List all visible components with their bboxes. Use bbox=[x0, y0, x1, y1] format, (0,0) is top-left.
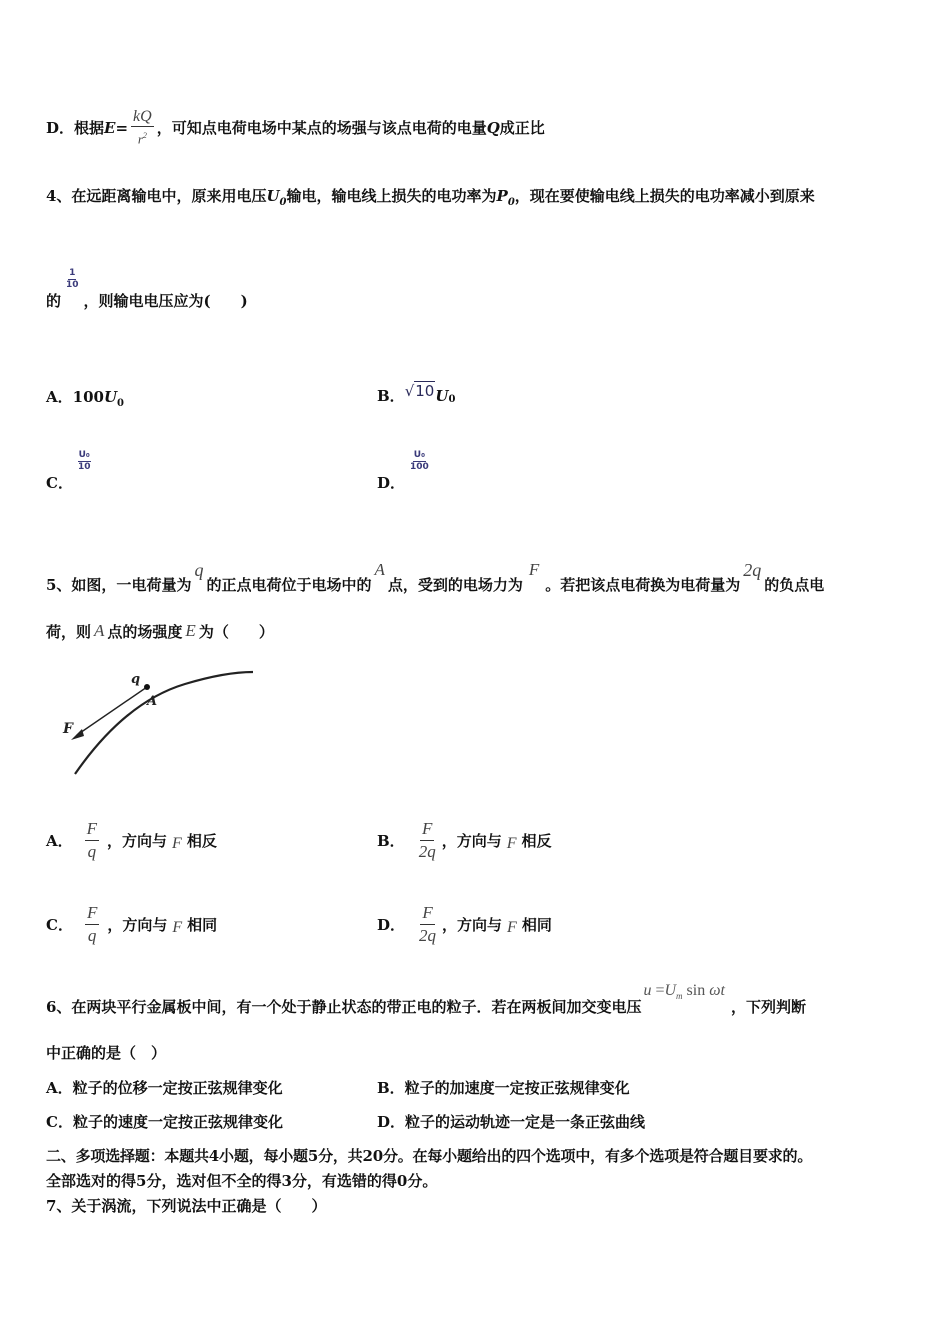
stem-text: 的 bbox=[46, 292, 62, 310]
option-label: B． bbox=[377, 831, 405, 850]
fraction-denominator: 2q bbox=[419, 925, 437, 945]
q3-option-d bbox=[46, 103, 545, 153]
formula-u-max: U bbox=[664, 982, 677, 999]
u-subscript: 0 bbox=[448, 394, 456, 405]
sqrt-ten: √10 bbox=[404, 382, 435, 400]
u-subscript: 0 bbox=[279, 197, 287, 208]
fraction-numerator: F bbox=[85, 818, 99, 841]
option-text: ，方向与 bbox=[441, 831, 502, 850]
radicand: 10 bbox=[415, 382, 435, 400]
option-text: 相同 bbox=[187, 915, 218, 934]
option-label: D． bbox=[377, 474, 406, 492]
formula-subscript-m: m bbox=[676, 991, 683, 1002]
a-variable: A bbox=[374, 560, 385, 579]
stem-text: ，下列判断 bbox=[730, 998, 806, 1016]
voltage-formula bbox=[643, 982, 725, 1001]
q5-stem-line2 bbox=[46, 618, 274, 644]
q4-stem-line1 bbox=[46, 185, 815, 214]
r-variable: r bbox=[137, 131, 143, 147]
p-subscript: 0 bbox=[507, 197, 515, 208]
p-letter: P bbox=[496, 187, 508, 205]
option-label: C． bbox=[46, 474, 73, 492]
f-variable: F bbox=[507, 919, 517, 936]
fraction-numerator: F bbox=[420, 818, 434, 841]
q6-option-d[interactable]: D．粒子的运动轨迹一定是一条正弦曲线 bbox=[377, 1113, 646, 1131]
stem-text: ，则输电电压应为( ) bbox=[83, 292, 248, 310]
option-label: D． bbox=[46, 119, 75, 137]
charge-point bbox=[144, 684, 150, 690]
option-text: ，方向与 bbox=[107, 915, 168, 934]
e-variable: E bbox=[104, 119, 116, 137]
q-variable: q bbox=[194, 560, 204, 580]
f-over-2q-fraction bbox=[417, 902, 438, 947]
f-variable: F bbox=[528, 560, 540, 579]
q6-stem-line1 bbox=[46, 982, 806, 1018]
option-label: C． bbox=[46, 915, 73, 934]
fraction-numerator: F bbox=[85, 902, 99, 925]
fraction-denominator: 100 bbox=[410, 462, 429, 472]
stem-text: 4、在远距离输电中，原来用电压 bbox=[46, 187, 267, 205]
q5-option-b[interactable] bbox=[377, 812, 552, 868]
equals-sign: = bbox=[115, 119, 129, 137]
f-variable: F bbox=[172, 919, 183, 936]
u-subscript: 0 bbox=[117, 398, 125, 409]
fraction-denominator: q bbox=[87, 925, 97, 945]
option-label: A． bbox=[46, 388, 73, 406]
q4-option-b[interactable] bbox=[377, 380, 455, 410]
option-text: 根据 bbox=[74, 119, 105, 137]
field-line bbox=[75, 672, 253, 774]
stem-text: 的负点电 bbox=[764, 576, 825, 594]
fraction-numerator: 1 bbox=[69, 268, 76, 278]
fraction-numerator: U₀ bbox=[413, 450, 426, 460]
formula-omega-t: ωt bbox=[709, 982, 725, 999]
force-arrow bbox=[77, 687, 147, 735]
fraction-denominator: 10 bbox=[77, 462, 91, 472]
stem-text: 点的场强度 bbox=[107, 622, 183, 641]
f-over-2q-fraction bbox=[417, 818, 438, 863]
q5-stem-line1 bbox=[46, 560, 824, 596]
formula-equals: = bbox=[655, 982, 665, 999]
u0-over-10-fraction bbox=[77, 450, 92, 473]
q6-option-a[interactable]: A．粒子的位移一定按正弦规律变化 bbox=[46, 1079, 283, 1097]
q4-option-c[interactable] bbox=[46, 450, 91, 494]
option-text: 成正比 bbox=[499, 119, 545, 137]
r-exponent: 2 bbox=[142, 130, 147, 140]
u0-variable bbox=[266, 187, 287, 208]
option-text: 相同 bbox=[521, 915, 552, 934]
formula-sin: sin bbox=[686, 982, 706, 999]
q6-stem-line2: 中正确的是（ ） bbox=[46, 1044, 167, 1062]
fraction-numerator: F bbox=[420, 902, 434, 925]
fraction-denominator: 10 bbox=[66, 280, 79, 290]
a-variable: A bbox=[94, 621, 105, 640]
stem-text: 的正点电荷位于电场中的 bbox=[206, 576, 372, 594]
q6-option-c[interactable]: C．粒子的速度一定按正弦规律变化 bbox=[46, 1113, 283, 1131]
option-label: A． bbox=[46, 831, 73, 850]
u-letter: U bbox=[266, 187, 280, 205]
option-value: 100 bbox=[72, 388, 104, 406]
q-variable: Q bbox=[486, 119, 500, 137]
f-variable: F bbox=[506, 835, 517, 852]
q4-option-a[interactable] bbox=[46, 386, 124, 415]
q4-stem-line2 bbox=[46, 268, 248, 312]
u-letter: U bbox=[435, 387, 449, 405]
stem-text: 5、如图，一电荷量为 bbox=[46, 576, 192, 594]
section-heading-line1: 二、多项选择题：本题共4小题，每小题5分，共20分。在每小题给出的四个选项中，有多个选项是符合题目要求的。 bbox=[46, 1147, 813, 1165]
option-label: B． bbox=[377, 387, 405, 405]
q7-stem: 7、关于涡流，下列说法中正确是（ ） bbox=[46, 1197, 327, 1215]
q5-option-a[interactable] bbox=[46, 812, 217, 868]
stem-text: 荷，则 bbox=[46, 622, 92, 641]
figure-label-q: q bbox=[131, 672, 141, 687]
one-tenth-fraction bbox=[65, 268, 80, 291]
option-text: 相反 bbox=[186, 831, 217, 850]
fraction-denominator: q bbox=[87, 841, 97, 861]
f-over-q-fraction bbox=[85, 818, 99, 863]
q5-option-c[interactable] bbox=[46, 896, 217, 952]
p0-variable bbox=[496, 187, 515, 208]
option-label: D． bbox=[377, 915, 406, 934]
formula-u: u bbox=[643, 982, 652, 999]
section-heading-line2: 全部选对的得5分，选对但不全的得3分，有选错的得0分。 bbox=[46, 1172, 438, 1190]
q5-option-d[interactable] bbox=[377, 896, 552, 952]
option-text: ，可知点电荷电场中某点的场强与该点电荷的电量 bbox=[156, 119, 487, 137]
e-variable: E bbox=[185, 621, 196, 640]
fraction-denominator: 2q bbox=[418, 841, 436, 861]
electric-field-figure bbox=[55, 662, 275, 782]
fraction-numerator: kQ bbox=[133, 107, 152, 125]
q4-option-d[interactable] bbox=[377, 450, 430, 494]
stem-text: 。若把该点电荷换为电荷量为 bbox=[545, 576, 741, 594]
f-variable: F bbox=[172, 835, 182, 852]
stem-text: 6、在两块平行金属板中间，有一个处于静止状态的带正电的粒子．若在两板间加交变电压 bbox=[46, 998, 642, 1016]
u-letter: U bbox=[103, 388, 118, 406]
stem-text: 为（ ） bbox=[198, 622, 274, 641]
fraction-denominator bbox=[136, 127, 149, 148]
stem-text: ，现在要使输电线上损失的电功率减小到原来 bbox=[514, 187, 815, 205]
u0-over-100-fraction bbox=[409, 450, 430, 473]
figure-label-a: A bbox=[147, 694, 158, 709]
option-text: ，方向与 bbox=[107, 831, 168, 850]
option-text: ，方向与 bbox=[442, 915, 503, 934]
coulomb-fraction bbox=[131, 108, 154, 148]
q6-option-b[interactable]: B．粒子的加速度一定按正弦规律变化 bbox=[377, 1079, 630, 1097]
fraction-numerator: U₀ bbox=[78, 450, 90, 460]
figure-label-f: F bbox=[63, 721, 73, 737]
f-over-q-fraction bbox=[85, 902, 99, 947]
option-text: 相反 bbox=[521, 831, 552, 850]
stem-text: 输电，输电线上损失的电功率为 bbox=[286, 187, 497, 205]
two-q-variable: 2q bbox=[743, 560, 762, 580]
stem-text: 点，受到的电场力为 bbox=[387, 576, 523, 594]
